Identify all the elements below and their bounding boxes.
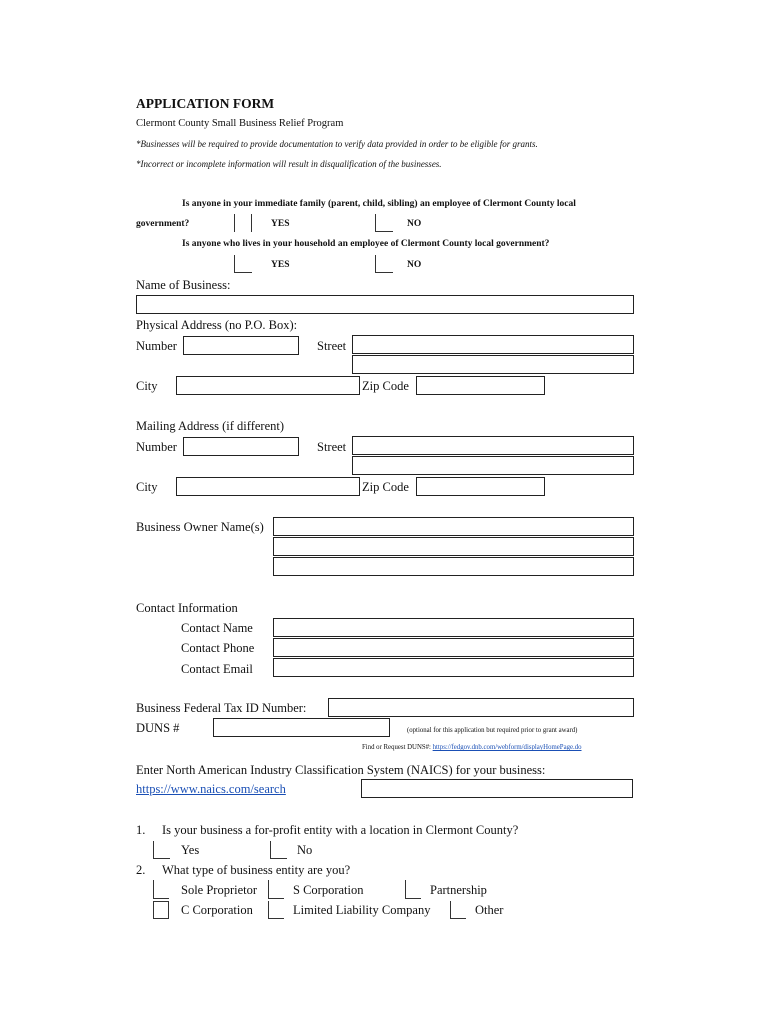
naics-label: Enter North American Industry Classification System (NAICS) for your business:: [136, 763, 546, 777]
household-yes-label: YES: [271, 260, 290, 270]
mailing-number-input[interactable]: [183, 437, 299, 456]
other-checkbox[interactable]: [450, 901, 466, 919]
mailing-street-input-1[interactable]: [352, 436, 634, 455]
physical-number-label: Number: [136, 339, 177, 353]
mailing-zip-label: Zip Code: [362, 480, 409, 494]
sole-proprietor-label: Sole Proprietor: [181, 883, 258, 897]
federal-tax-id-label: Business Federal Tax ID Number:: [136, 701, 307, 715]
forprofit-no-checkbox[interactable]: [270, 841, 287, 859]
duns-find-label: Find or Request DUNS#:: [362, 744, 431, 751]
business-name-input[interactable]: [136, 295, 634, 314]
forprofit-yes-checkbox[interactable]: [153, 841, 170, 859]
contact-phone-label: Contact Phone: [181, 641, 255, 655]
household-employee-question: Is anyone who lives in your household an employee of Clermont County local government?: [182, 239, 550, 249]
q1-number: 1.: [136, 823, 146, 837]
contact-name-label: Contact Name: [181, 621, 253, 635]
duns-input[interactable]: [213, 718, 390, 737]
physical-city-label: City: [136, 379, 158, 393]
contact-heading: Contact Information: [136, 601, 238, 615]
family-employee-question-cont: government?: [136, 219, 190, 229]
contact-email-label: Contact Email: [181, 662, 253, 676]
mailing-city-input[interactable]: [176, 477, 360, 496]
physical-street-label: Street: [317, 339, 347, 353]
documentation-note: *Businesses will be required to provide documentation to verify data provided in order to be eligible for grants.: [136, 139, 538, 149]
duns-find-link[interactable]: https://fedgov.dnb.com/webform/displayHomePage.do: [432, 744, 582, 751]
contact-name-input[interactable]: [273, 618, 634, 637]
family-no-checkbox[interactable]: [375, 214, 393, 232]
contact-phone-input[interactable]: [273, 638, 634, 657]
family-employee-question: Is anyone in your immediate family (parent, child, sibling) an employee of Clermont County local: [182, 199, 576, 209]
c-corporation-checkbox[interactable]: [153, 901, 169, 919]
q2-number: 2.: [136, 863, 146, 877]
s-corporation-checkbox[interactable]: [268, 880, 284, 899]
q2-text: What type of business entity are you?: [162, 863, 351, 877]
form-title: APPLICATION FORM: [136, 96, 275, 111]
forprofit-no-label: No: [297, 843, 313, 857]
other-label: Other: [475, 903, 504, 917]
physical-zip-label: Zip Code: [362, 379, 409, 393]
llc-checkbox[interactable]: [268, 901, 284, 919]
physical-street-input-2[interactable]: [352, 355, 634, 374]
sole-proprietor-checkbox[interactable]: [153, 880, 169, 899]
s-corporation-label: S Corporation: [293, 883, 364, 897]
program-subtitle: Clermont County Small Business Relief Program: [136, 118, 344, 129]
mailing-address-label: Mailing Address (if different): [136, 419, 284, 433]
duns-optional-note: (optional for this application but required prior to grant award): [407, 727, 578, 734]
household-no-checkbox[interactable]: [375, 255, 393, 273]
business-name-label: Name of Business:: [136, 278, 231, 292]
physical-number-input[interactable]: [183, 336, 299, 355]
physical-address-label: Physical Address (no P.O. Box):: [136, 318, 298, 332]
duns-label: DUNS #: [136, 721, 180, 735]
c-corporation-label: C Corporation: [181, 903, 253, 917]
disqualification-note: *Incorrect or incomplete information will result in disqualification of the businesses.: [136, 159, 442, 169]
q1-text: Is your business a for-profit entity with a location in Clermont County?: [162, 823, 519, 837]
duns-find-text: [362, 744, 582, 751]
partnership-label: Partnership: [430, 883, 487, 897]
owner-name-input-3[interactable]: [273, 557, 634, 576]
naics-link[interactable]: https://www.naics.com/search: [136, 782, 286, 796]
partnership-checkbox[interactable]: [405, 880, 421, 899]
contact-email-input[interactable]: [273, 658, 634, 677]
physical-city-input[interactable]: [176, 376, 360, 395]
forprofit-yes-label: Yes: [181, 843, 200, 857]
owner-name-input-1[interactable]: [273, 517, 634, 536]
household-no-label: NO: [407, 260, 422, 270]
llc-label: Limited Liability Company: [293, 903, 431, 917]
mailing-city-label: City: [136, 480, 158, 494]
mailing-zip-input[interactable]: [416, 477, 545, 496]
household-yes-checkbox[interactable]: [234, 255, 252, 273]
mailing-street-input-2[interactable]: [352, 456, 634, 475]
physical-zip-input[interactable]: [416, 376, 545, 395]
family-no-label: NO: [407, 219, 422, 229]
family-yes-label: YES: [271, 219, 290, 229]
family-yes-checkbox[interactable]: [234, 214, 252, 232]
naics-input[interactable]: [361, 779, 633, 798]
owner-names-label: Business Owner Name(s): [136, 520, 264, 534]
owner-name-input-2[interactable]: [273, 537, 634, 556]
mailing-number-label: Number: [136, 440, 177, 454]
federal-tax-id-input[interactable]: [328, 698, 634, 717]
mailing-street-label: Street: [317, 440, 347, 454]
physical-street-input-1[interactable]: [352, 335, 634, 354]
